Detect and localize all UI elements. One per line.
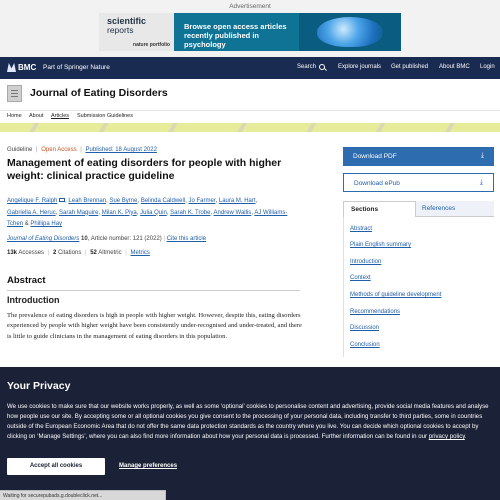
download-icon: ⤓ [480,152,484,159]
ad-image [299,13,401,51]
published-date[interactable]: Published: 18 August 2022 [85,147,157,153]
subnav-home[interactable]: Home [7,113,22,119]
login-link[interactable]: Login [480,64,495,70]
subnav-submission-guidelines[interactable]: Submission Guidelines [77,113,133,119]
bmc-logo-icon [7,63,16,72]
sidebar-tabs [343,201,494,217]
abstract-heading: Abstract [7,275,46,286]
search-button[interactable] [297,64,325,70]
browser-status-bar: Waiting for securepubads.g.doubleclick.net... [0,490,166,500]
toc-item-recommendations[interactable]: Recommendations [350,309,401,315]
brain-image [317,17,383,47]
tab-sections[interactable]: Sections [343,201,416,217]
toc-item-discussion[interactable]: Discussion [350,325,380,331]
ad-banner[interactable] [99,13,401,51]
accesses-count: 13k [7,250,18,256]
author-link[interactable]: Leah Brennan [68,198,107,204]
volume: 10 [81,236,88,242]
altmetric-label: Altmetric [98,250,122,256]
download-epub-label: Download ePub [354,180,400,187]
tab-references[interactable]: References [416,201,494,216]
toc-item-plain-english-summary[interactable]: Plain English summary [350,242,412,248]
author-link[interactable]: Laura M. Hart [218,198,256,204]
author-link[interactable]: Belinda Caldwell [140,198,186,204]
bmc-logo-text: BMC [18,63,37,72]
author-link[interactable]: Sue Byrne [109,198,138,204]
author-link[interactable]: Phillipa Hay [30,221,63,227]
decorative-stripe [0,123,500,132]
subnav-about[interactable]: About [29,113,44,119]
author-link[interactable]: Milan K. Piya [101,209,137,216]
article-meta: Guideline | Open Access | Published: 18 August 2022 [7,147,157,153]
author-link[interactable]: Gabriella A. Heruc [7,209,56,216]
author-list: Angelique F. Ralph , Leah Brennan, Sue Byrne, Belinda Caldwell, Jo Farmer, Laura M. Hart, Gabriella A. Heruc, Sarah Maguire, Milan K. Piya, Julia Quin, Sarah K. Trobe, Andrew Wallis, AJ Williams-Tchen & Phillipa Hay [7,198,288,227]
accesses-label: Accesses [18,250,45,256]
toc-item-conclusion[interactable]: Conclusion [350,342,380,348]
journal-subnav [0,111,500,123]
article-type: Guideline [7,147,33,153]
search-icon [319,64,325,70]
author-link[interactable]: Sarah Maguire [59,209,99,216]
citations-label: Citations [57,250,82,256]
download-pdf-button[interactable] [343,147,494,166]
toc-item-abstract[interactable]: Abstract [350,226,373,232]
subnav-articles[interactable]: Articles [51,113,70,119]
journal-link[interactable]: Journal of Eating Disorders [7,236,80,242]
article-title: Management of eating disorders for people with higher weight: clinical practice guideline [7,157,282,182]
cookie-title: Your Privacy [7,380,71,392]
accept-all-cookies-button[interactable]: Accept all cookies [7,458,105,475]
author-link[interactable]: AJ Williams-Tchen [7,209,288,227]
ad-label: Advertisement [229,3,271,10]
cookie-text [7,402,495,442]
open-access-badge: Open Access [41,147,77,153]
ad-brand-line2: reports [107,25,134,35]
divider [7,290,300,291]
abstract-text: The prevalence of eating disorders is high in people with higher weight. However, despite this, eating disorders experienced by people with higher weight have been consistently under-recognised and under-treated, and there is little to guide clinicians in the management of eating disorders in this population. [7,312,302,340]
cookie-text-end: . [464,433,467,440]
get-published-link[interactable]: Get published [391,64,429,70]
cookie-body: We use cookies to make sure that our website works properly, as well as some ‘optional’ cookies to personalise content and advertising, provide social media features and analyse how people use our site. By accepting some or all optional cookies you give consent to the processing of your personal data, including transfer to third parties, some in countries outside of the European Economic Area that do not offer the same data protection standards as the country where you live. You can decide which optional cookies to accept by clicking on ‘Manage Settings’, where you can also find more information about how your personal data is processed. Further information can be found in our [7,403,489,440]
author-link[interactable]: Sarah K. Trobe [170,209,211,216]
bmc-logo[interactable] [7,63,36,72]
download-pdf-label: Download PDF [353,153,397,160]
author-link[interactable]: Andrew Wallis [213,209,252,216]
ad-area [0,0,500,57]
citation-line: Journal of Eating Disorders 10, Article number: 121 (2022) | Cite this article [7,236,207,242]
journal-title[interactable]: Journal of Eating Disorders [30,87,168,99]
ad-publisher: nature portfolio [133,42,170,48]
download-epub-button[interactable] [343,173,494,192]
ad-brand-panel [99,13,174,51]
article-metrics: 13k Accesses | 2 Citations | 52 Altmetric | Metrics [7,250,150,256]
journal-cover-icon [7,85,22,102]
explore-journals-link[interactable]: Explore journals [338,64,382,70]
article-number: , Article number: 121 (2022) [87,236,162,242]
introduction-heading: Introduction [7,295,60,305]
metrics-link[interactable]: Metrics [130,250,150,256]
manage-preferences-button[interactable]: Manage preferences [119,463,178,469]
toc-item-context[interactable]: Context [350,275,371,281]
top-navigation-bar [0,57,500,79]
cite-this-article-link[interactable]: Cite this article [166,236,207,242]
ad-brand-line1: scientific [107,16,147,26]
cookie-banner [0,367,500,500]
journal-header [0,79,500,111]
download-icon: ⤓ [479,179,483,186]
search-label: Search [297,64,317,70]
about-bmc-link[interactable]: About BMC [439,64,470,70]
ad-headline: Browse open access articles recently published in psychology [174,13,299,51]
altmetric-count: 52 [90,250,97,256]
author-link[interactable]: Angelique F. Ralph [7,198,58,204]
citations-count: 2 [52,250,57,256]
author-link[interactable]: Julia Quin [140,209,167,216]
author-link[interactable]: Jo Farmer [188,198,216,204]
toc-item-methods[interactable]: Methods of guideline development [350,292,442,298]
springer-tagline[interactable]: Part of Springer Nature [43,64,110,71]
privacy-policy-link[interactable]: privacy policy [428,433,465,440]
toc-item-introduction[interactable]: Introduction [350,259,382,265]
table-of-contents [343,217,494,357]
